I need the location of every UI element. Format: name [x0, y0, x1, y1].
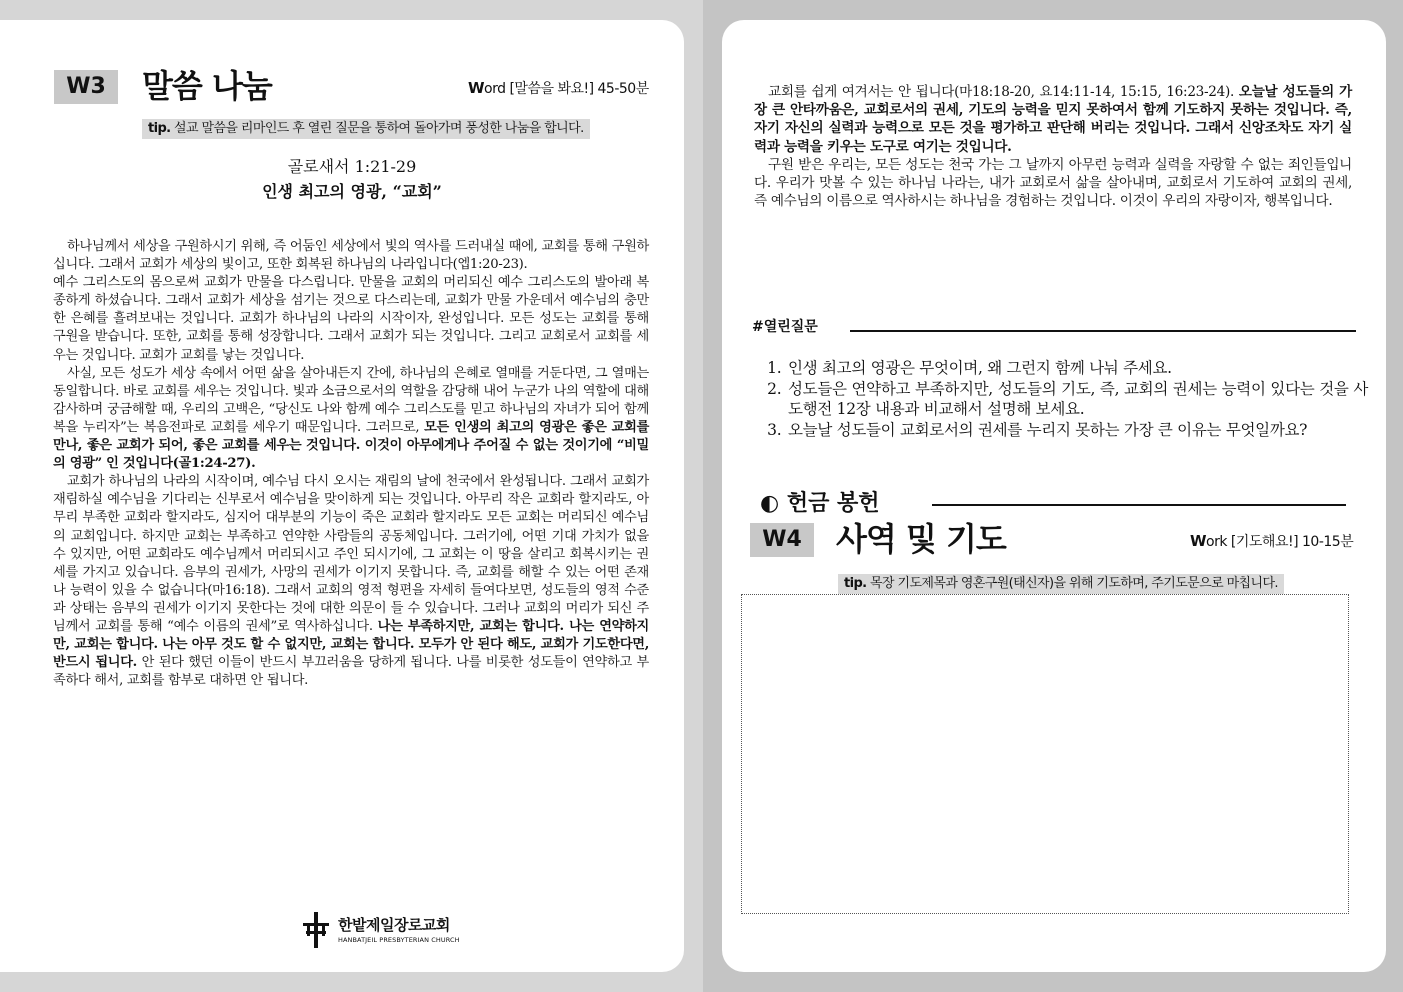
sermon-continuation — [754, 83, 1352, 210]
tip-banner — [142, 119, 590, 139]
paragraph-1: 하나님께서 세상을 구원하시기 위해, 즉 어둠인 세상에서 빛의 역사를 드러내실 때에, 교회를 통해 구원하십니다. 그래서 교회가 세상의 빛이고, 또한 회복된 하나님의 나라입니다(엡1:20-23). — [53, 239, 649, 273]
left-page — [0, 20, 684, 972]
paragraph-4 — [53, 473, 649, 690]
tip-text: 설교 말씀을 리마인드 후 열린 질문을 통하여 돌아가며 풍성한 나눔을 합니다. — [170, 121, 584, 136]
questions-list — [756, 358, 1368, 441]
section-badge-w4: W4 — [750, 523, 814, 557]
tip-text: 목장 기도제목과 영혼구원(태신자)을 위해 기도하며, 주기도문으로 마칩니다. — [866, 576, 1278, 591]
question-item: 1. 인생 최고의 영광은 무엇이며, 왜 그런지 함께 나눠 주세요. — [786, 358, 1368, 378]
continuation-text: 교회를 쉽게 여겨서는 안 됩니다(마18:18-20, 요14:11-14, 15:15, 16:23-24). — [768, 84, 1239, 100]
offering-divider — [932, 504, 1346, 506]
offering-label: 헌금 봉헌 — [786, 491, 880, 516]
section-meta — [1190, 532, 1353, 551]
paragraph-3-emphasis: 모든 인생의 최고의 영광은 좋은 교회를 만나, 좋은 교회가 되어, 좋은 교회를 세우는 것입니다. 이것이 아무에게나 주어질 수 없는 것이기에 “비밀의 영광” 인 것입니다 — [53, 419, 650, 472]
paragraph-4-ending: 안 된다 했던 이들이 반드시 부끄러움을 당하게 됩니다. 나를 비롯한 성도들이 연약하고 부족하다 해서, 교회를 함부로 대하면 안 됩니다. — [53, 655, 649, 689]
question-item: 3. 오늘날 성도들이 교회로서의 권세를 누리지 못하는 가장 큰 이유는 무엇일까요? — [786, 420, 1368, 440]
paragraph-3-citation: (골1:24-27). — [172, 456, 256, 472]
paragraph-3 — [53, 365, 649, 474]
continuation-paragraph-2: 구원 받은 우리는, 모든 성도는 천국 가는 그 날까지 아무런 능력과 실력을 자랑할 수 없는 죄인들입니다. 우리가 맛볼 수 있는 하나님 나라는, 내가 교회로서 삶을 살아내며, 교회로서 기도하여 교회의 권세, 즉 예수님의 이름으로 역사하시는 하나님을 경험하는 것입니다. 이것이 우리의 자랑이자, 행복입니다. — [754, 156, 1352, 210]
questions-divider — [850, 330, 1356, 332]
tip-label: tip. — [844, 576, 867, 591]
prayer-notes-area[interactable] — [741, 594, 1349, 914]
church-name: 한밭제일장로교회 — [338, 916, 450, 934]
continuation-emphasis: 오늘날 성도들의 가장 큰 안타까움은, 교회로서의 권세, 기도의 능력을 믿지 못하여서 함께 기도하지 못하는 것입니다. 즉, 자기 자신의 실력과 능력으로 모든 것을 평가하고 판단해 버리는 것입니다. 그래서 신앙조차도 자기 실력과 능력을 키우는 도구로 여기는 것입니다. — [754, 84, 1352, 155]
sermon-title: 인생 최고의 영광, “교회” — [262, 182, 442, 201]
half-circle-icon: ◐ — [760, 491, 780, 516]
continuation-paragraph-1 — [754, 83, 1352, 156]
cross-icon — [300, 912, 334, 948]
meta-initial: W — [1190, 532, 1207, 550]
section-title: 말씀 나눔 — [142, 67, 272, 105]
offering-heading — [760, 490, 880, 518]
meta-text: ork [기도해요!] 10-15분 — [1206, 534, 1354, 550]
church-name-english: HANBATJEIL PRESBYTERIAN CHURCH — [338, 936, 460, 944]
paragraph-4-text: 교회가 하나님의 나라의 시작이며, 예수님 다시 오시는 재림의 날에 천국에서 완성됩니다. 그래서 교회가 재림하실 예수님을 기다리는 신부로서 예수님을 맞이하게 되는 것입니다. 아무리 작은 교회라 할지라도, 아무리 부족한 교회라 할지라도, 심지어 대부분의 기능이 죽은 교회라 할지라도 모든 교회는 머리되신 예수님의 교회입니다. 하지만 교회는 부족하고 연약한 사람들의 공동체입니다. 그러기에, 어떤 기대 가치가 없을 수 있지만, 어떤 교회라도 예수님께서 머리되시고 주인 되시기에, 그 교회는 이 땅을 살리고 회복시키는 권세를 가지고 있습니다. 음부의 권세가, 사망의 권세가 이기지 못합니다. 즉, 교회를 해할 수 있는 어떤 존재나 능력이 있을 수 없습니다(마16:18). 그래서 교회의 영적 형편을 자세히 들여다보면, 성도들의 영적 수준과 상태는 음부의 권세가 이기지 못한다는 것에 대한 의문이 들 수 있습니다. 그러나 교회의 머리가 되신 주님께서 교회를 통해 “예수 이름의 권세”로 역사하십니다. — [53, 474, 649, 634]
meta-text: ord [말씀을 봐요!] 45-50분 — [484, 81, 649, 97]
paragraph-2: 예수 그리스도의 몸으로써 교회가 만물을 다스립니다. 만물을 교회의 머리되신 예수 그리스도의 발아래 복종하게 하셨습니다. 그래서 교회가 세상을 섬기는 것으로 다스리는데, 교회가 만물 가운데서 예수님의 충만한 은혜를 흘려보내는 것입니다. 교회가 하나님의 나라의 시작이자, 완성입니다. 모든 성도는 교회를 통해 구원을 받습니다. 또한, 교회를 통해 성장합니다. 그래서 교회가 되는 것입니다. 그리고 교회로서 교회를 세우는 것입니다. 교회가 교회를 낳는 것입니다. — [53, 275, 649, 363]
section-meta — [468, 79, 649, 98]
open-questions-heading: #열린질문 — [752, 319, 818, 335]
section-badge-w3: W3 — [54, 70, 118, 104]
paragraph-4-emphasis: 나는 부족하지만, 교회는 합니다. 나는 연약하지만, 교회는 합니다. 나는 아무 것도 할 수 없지만, 교회는 합니다. 모두가 안 된다 해도, 교회가 기도한다면, 반드시 됩니다. — [53, 618, 649, 671]
tip-banner — [838, 574, 1284, 594]
meta-initial: W — [468, 79, 485, 97]
sermon-body — [53, 238, 649, 690]
right-page — [722, 20, 1386, 972]
section-title: 사역 및 기도 — [836, 520, 1006, 558]
scripture-reference: 골로새서 1:21-29 — [287, 157, 417, 176]
tip-label: tip. — [148, 121, 171, 136]
question-item: 2. 성도들은 연약하고 부족하지만, 성도들의 기도, 즉, 교회의 권세는 능력이 있다는 것을 사도행전 12장 내용과 비교해서 설명해 보세요. — [786, 379, 1368, 419]
church-logo — [300, 912, 480, 952]
paragraph-3-text: 사실, 모든 성도가 세상 속에서 어떤 삶을 살아내든지 간에, 하나님의 은혜로 열매를 거둔다면, 그 열매는 동일합니다. 바로 교회를 세우는 것입니다. 빛과 소금으로서의 역할을 감당해 내어 누군가 나의 역할에 대해 감사하며 궁금해할 때, 우리의 고백은, “당신도 나와 함께 예수 그리스도를 믿고 하나님의 자녀가 되어 함께 복을 누리자”는 복음전파로 교회를 세우기 때문입니다. 그러므로, — [53, 365, 649, 435]
